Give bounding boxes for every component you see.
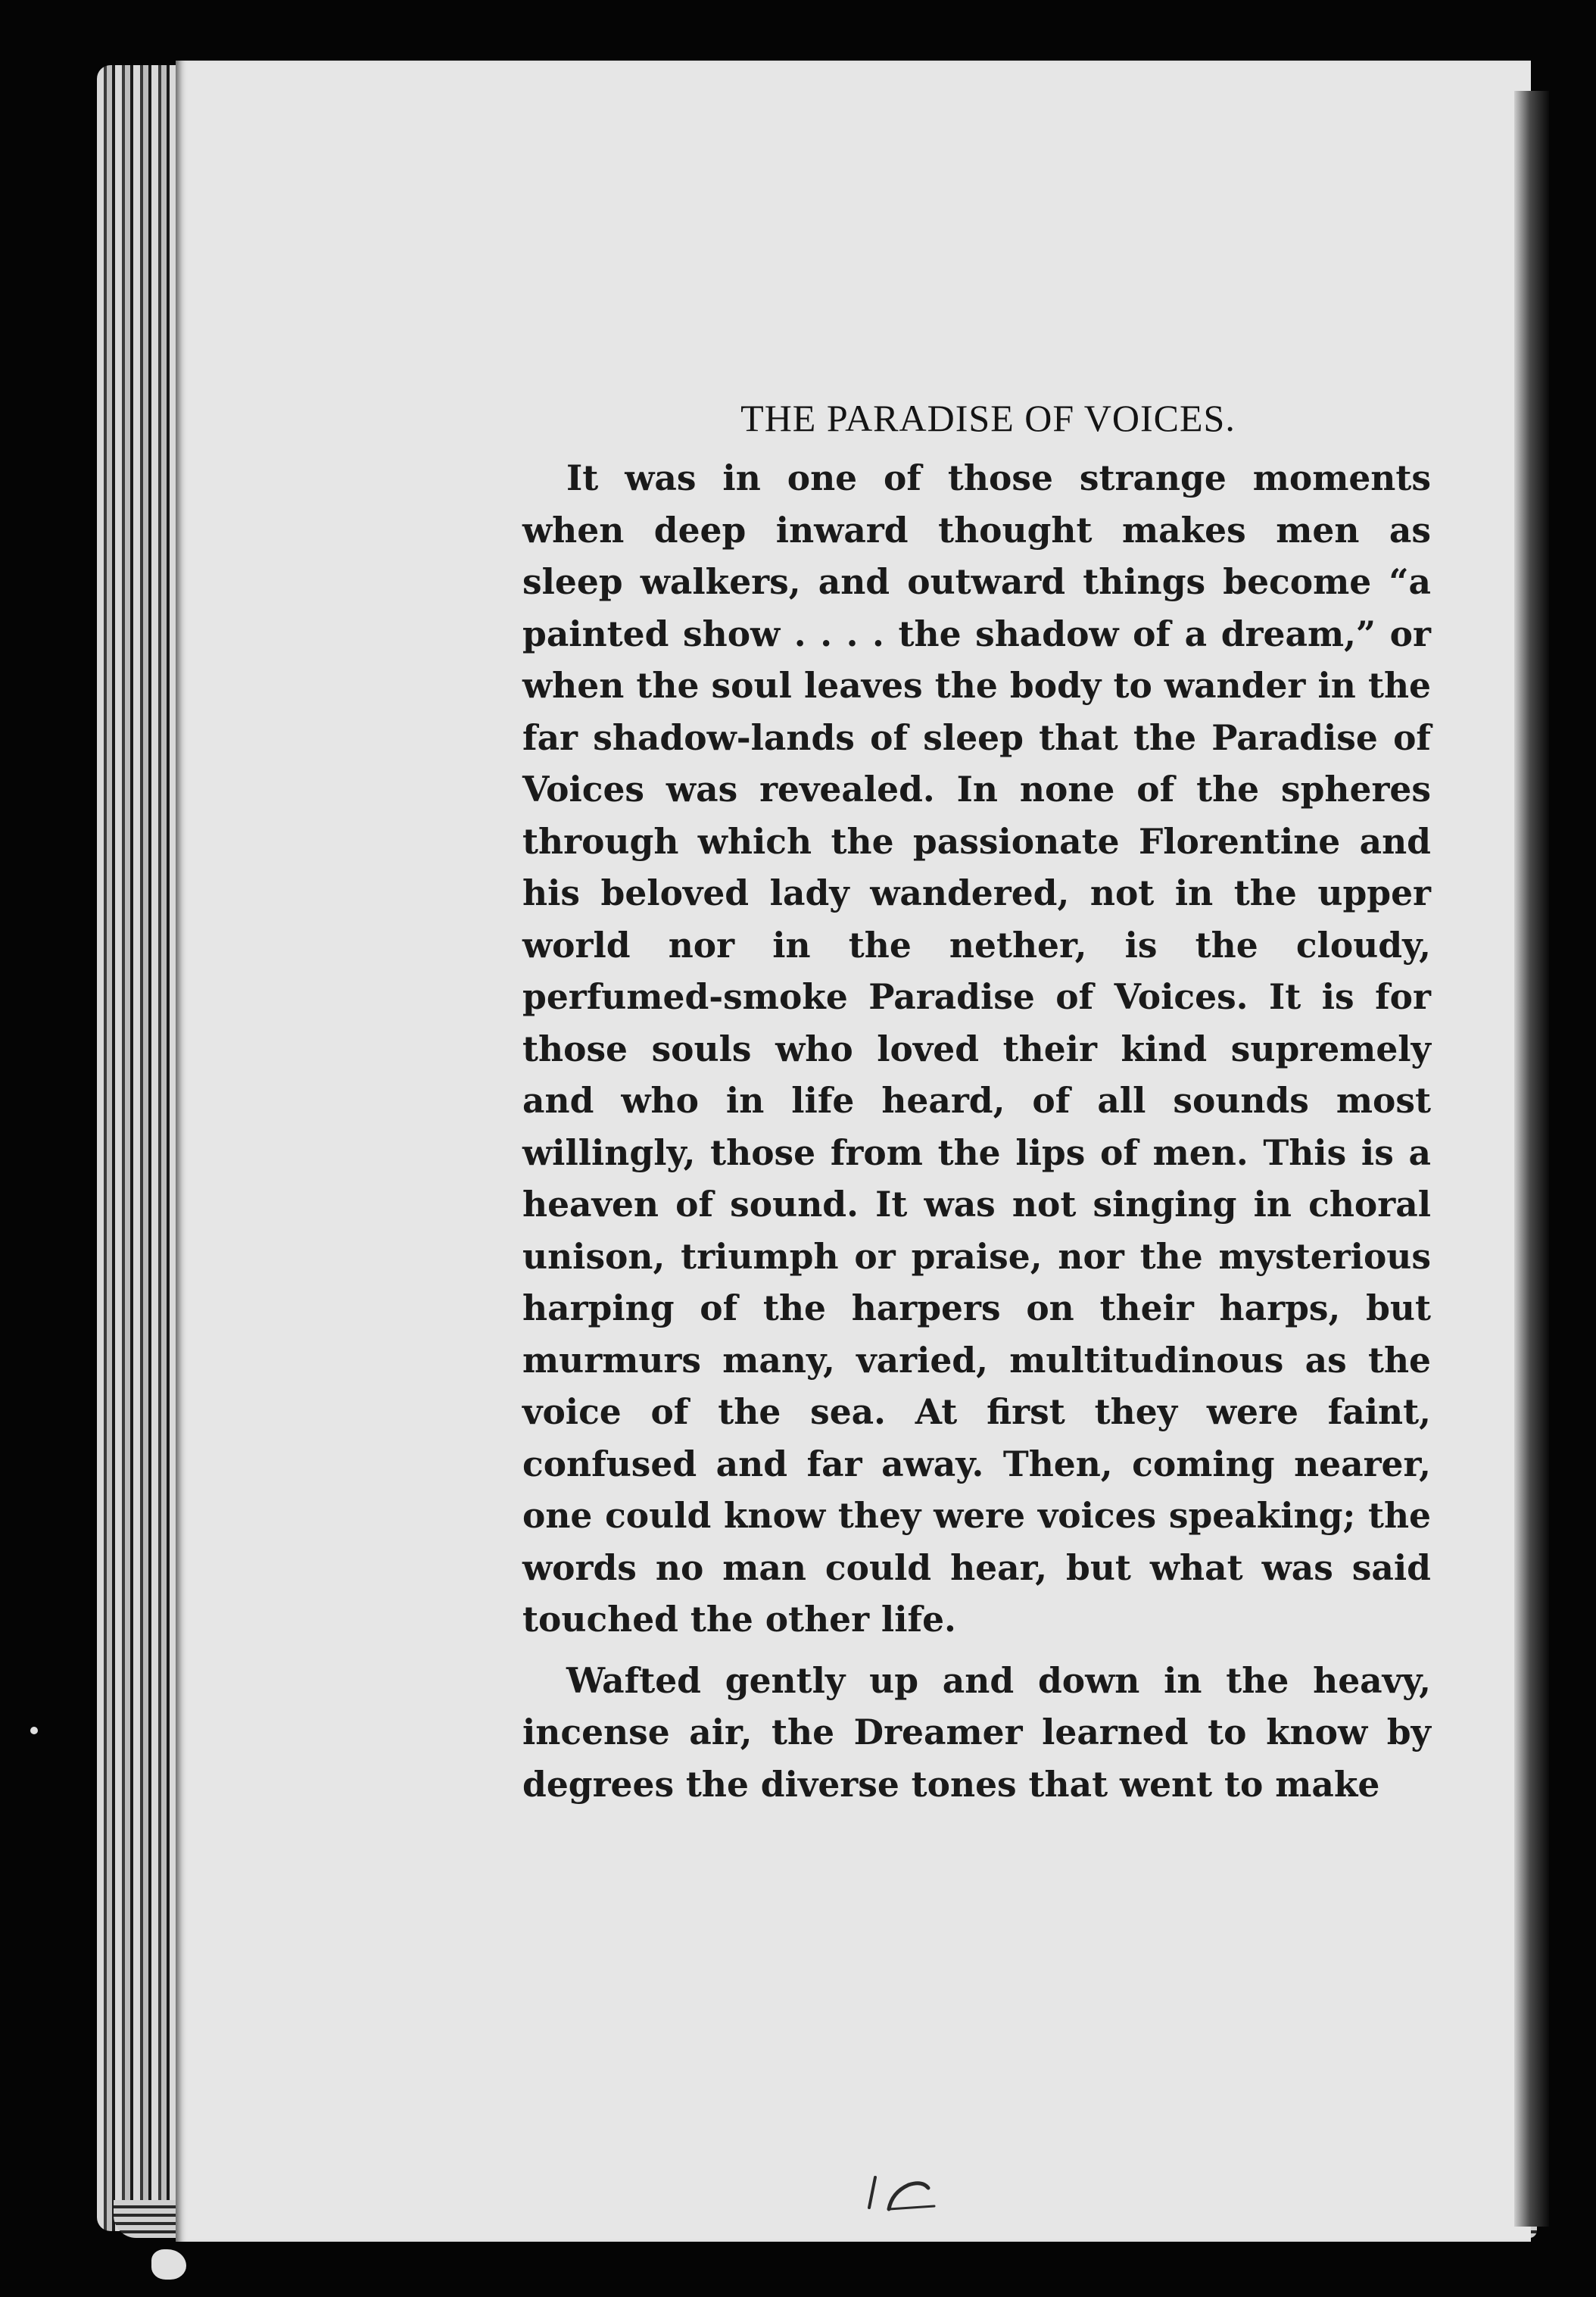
handwritten-folio-mark <box>856 2162 954 2215</box>
body-paragraph: Wafted gently up and down in the heavy, incense air, the Dreamer learned to know by degrees the diverse tones that went to make <box>522 1659 1431 1805</box>
chapter-title: THE PARADISE OF VOICES. <box>740 397 1236 439</box>
body-paragraph: It was in one of those strange moments when deep inward thought makes men as sleep walkers, and outward things become “a painted show . . . . the shadow of a dream,” or when the soul leaves the body to wander in the far shadow-lands of sleep that the Paradise of Voices was revealed. In none of the spheres through which the passionate Florentine and his beloved lady wandered, not in the upper world nor in the nether, is the cloudy, perfumed-smoke Paradise of Voices. It is for those souls who loved their kind supremely and who in life heard, of all sounds most willingly, those from the lips of men. This is a heaven of sound. It was not singing in choral unison, triumph or praise, nor the mysterious harping of the harpers on their harps, but murmurs many, varied, multitudinous as the voice of the sea. At first they were faint, confused and far away. Then, coming nearer, one could know they were voices speaking; the words no man could hear, but what was said touched the other life. <box>522 457 1431 1640</box>
binding-shadow <box>1514 91 1549 2227</box>
page-text-block <box>522 394 1431 1810</box>
stray-speck <box>151 2249 186 2280</box>
book-page-edges <box>97 65 180 2231</box>
stray-speck <box>30 1727 38 1734</box>
